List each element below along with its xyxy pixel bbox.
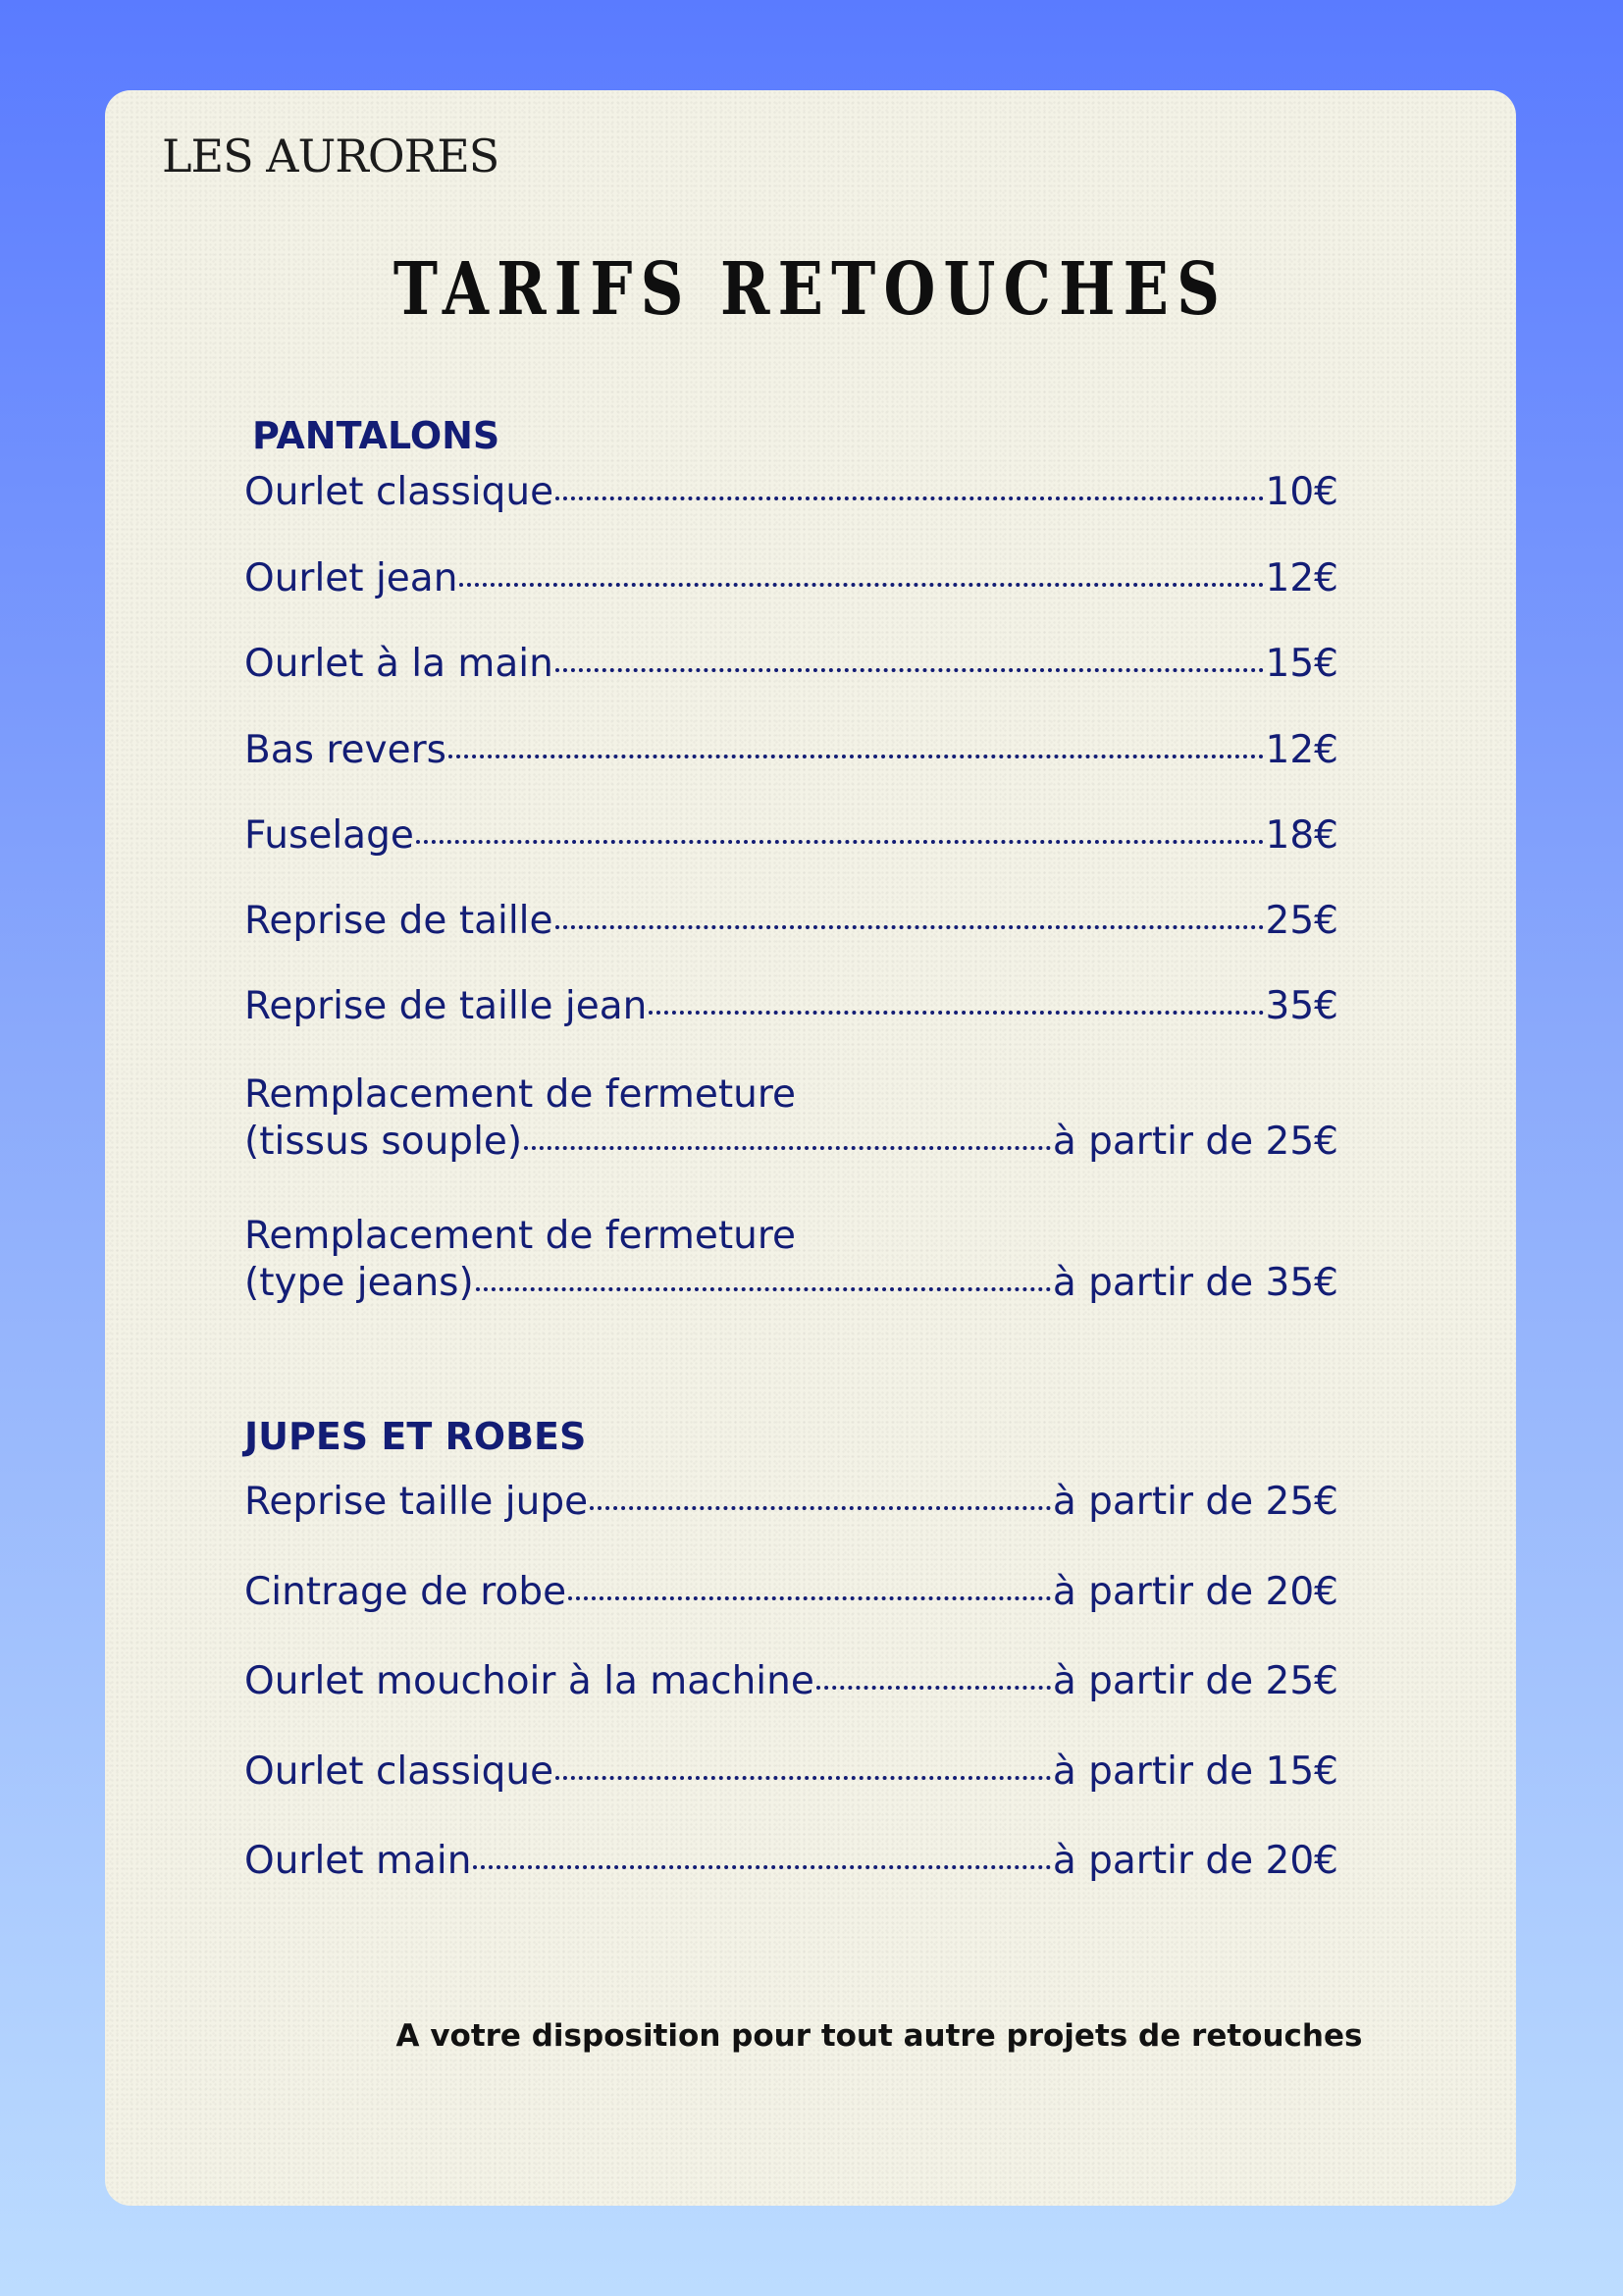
item-price: 25€ — [1265, 899, 1338, 943]
footer-note: A votre disposition pour tout autre projets de retouches — [395, 2018, 1363, 2054]
item-label: Ourlet classique — [244, 470, 554, 514]
dot-leader — [555, 925, 1264, 929]
section-heading-jupes: JUPES ET ROBES — [244, 1415, 587, 1458]
item-price: à partir de 20€ — [1052, 1839, 1338, 1883]
price-row — [244, 727, 1338, 774]
brand-logo: LES AURORES — [162, 130, 499, 183]
item-label: Reprise de taille jean — [244, 984, 648, 1028]
item-price: 15€ — [1265, 642, 1338, 686]
item-label: Reprise de taille — [244, 899, 553, 943]
price-row — [244, 1658, 1338, 1705]
item-price: 12€ — [1265, 556, 1338, 600]
item-label: Ourlet classique — [244, 1749, 554, 1794]
section-heading-pantalons: PANTALONS — [252, 414, 500, 457]
item-label: Fuselage — [244, 813, 414, 858]
item-price: 35€ — [1265, 984, 1338, 1028]
item-price: à partir de 35€ — [1052, 1261, 1338, 1305]
dot-leader — [555, 496, 1263, 500]
price-row — [244, 469, 1338, 516]
item-label-line1: Remplacement de fermeture — [244, 1072, 797, 1117]
item-label: (tissus souple) — [244, 1120, 523, 1164]
dot-leader — [590, 1506, 1051, 1510]
dot-leader — [649, 1011, 1263, 1015]
item-label: Cintrage de robe — [244, 1570, 567, 1614]
item-label: Ourlet à la main — [244, 642, 553, 686]
price-row — [244, 812, 1338, 860]
dot-leader — [459, 583, 1263, 587]
item-label: Ourlet mouchoir à la machine — [244, 1659, 814, 1703]
item-price: 18€ — [1265, 813, 1338, 858]
price-row — [244, 1748, 1338, 1796]
item-price: à partir de 15€ — [1052, 1749, 1338, 1794]
dot-leader — [816, 1686, 1051, 1690]
price-row — [244, 641, 1338, 688]
price-row — [244, 898, 1338, 945]
item-price: 10€ — [1265, 470, 1338, 514]
item-label-line1: Remplacement de fermeture — [244, 1214, 797, 1258]
price-row — [244, 1569, 1338, 1616]
item-price: à partir de 25€ — [1052, 1120, 1338, 1164]
dot-leader — [555, 1776, 1051, 1780]
dot-leader — [473, 1865, 1050, 1869]
price-row — [244, 1838, 1338, 1885]
dot-leader — [555, 668, 1264, 672]
item-price: à partir de 25€ — [1052, 1480, 1338, 1524]
item-price: à partir de 20€ — [1052, 1570, 1338, 1614]
dot-leader — [524, 1146, 1051, 1150]
item-price: à partir de 25€ — [1052, 1659, 1338, 1703]
price-card — [105, 90, 1516, 2206]
item-label: (type jeans) — [244, 1261, 474, 1305]
item-label: Reprise taille jupe — [244, 1480, 589, 1524]
price-row — [244, 1119, 1338, 1166]
item-label: Ourlet jean — [244, 556, 458, 600]
price-row — [244, 1260, 1338, 1307]
item-label: Bas revers — [244, 728, 446, 772]
dot-leader — [448, 755, 1264, 758]
price-row — [244, 983, 1338, 1030]
page-title: TARIFS RETOUCHES — [393, 247, 1229, 332]
item-label: Ourlet main — [244, 1839, 472, 1883]
price-row — [244, 1479, 1338, 1526]
dot-leader — [476, 1287, 1051, 1291]
item-price: 12€ — [1265, 728, 1338, 772]
dot-leader — [568, 1596, 1051, 1600]
dot-leader — [416, 840, 1264, 844]
price-row — [244, 555, 1338, 602]
